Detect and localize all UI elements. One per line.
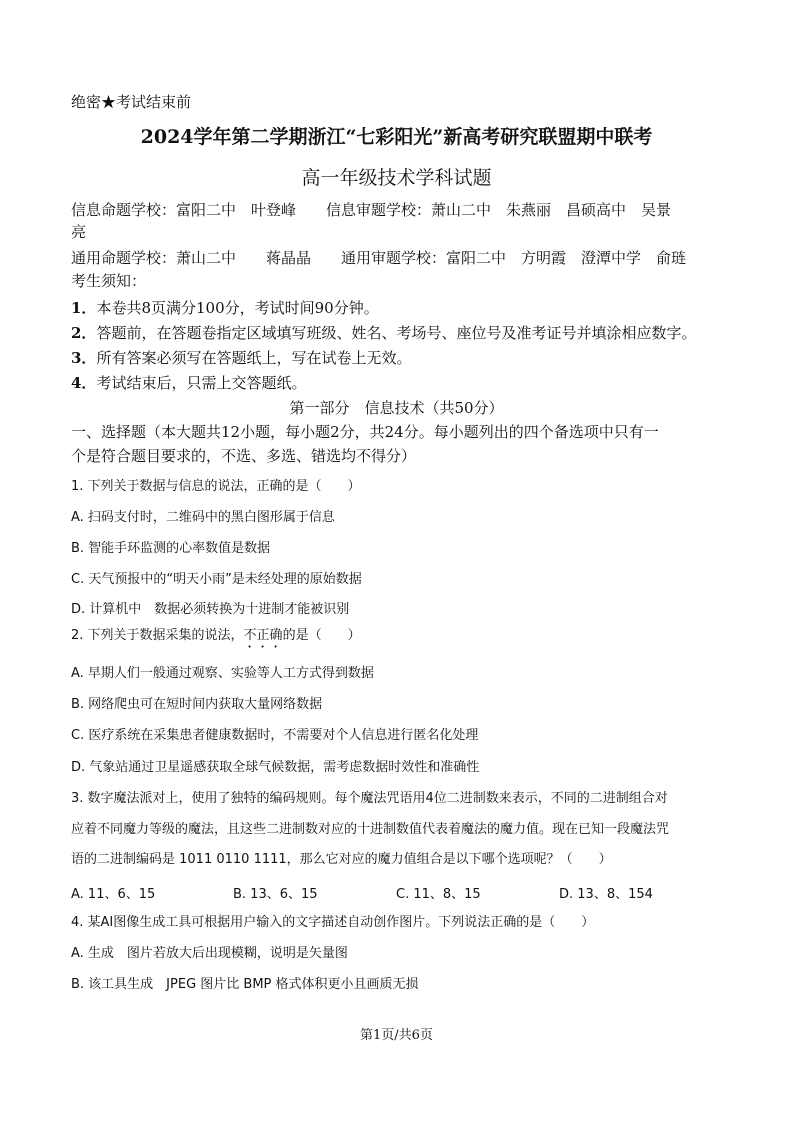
question-2-option-d: D. 气象站通过卫星遥感获取全球气候数据，需考虑数据时效性和准确性 — [71, 760, 480, 775]
notice-item-number: 1． — [71, 299, 97, 317]
part1-title: 第一部分 信息技术（共50分） — [289, 399, 504, 417]
question-1-option-b: B. 智能手环监测的心率数值是数据 — [71, 541, 271, 556]
notice-item-number: 2． — [71, 324, 97, 342]
confidential-label: 绝密★考试结束前 — [71, 93, 192, 111]
authors-general-line: 通用命题学校：萧山二中 蒋晶晶 通用审题学校：富阳二中 方明霞 澄潭中学 俞琏 — [71, 249, 687, 267]
question-2-stem — [71, 626, 361, 651]
question-3-option-b: B. 13、6、15 — [233, 887, 318, 902]
question-3-option-a: A. 11、6、15 — [71, 887, 156, 902]
notice-item-4 — [71, 373, 306, 393]
question-1-option-d: D. 计算机中 数据必须转换为十进制才能被识别 — [71, 602, 350, 617]
question-2-stem-pre: 2. 下列关于数据采集的说法， — [71, 628, 244, 643]
authors-info-line-cont: 亮 — [71, 223, 87, 241]
notice-item-2 — [71, 323, 696, 343]
page-footer: 第1页/共6页 — [360, 1028, 433, 1043]
notice-item-number: 3． — [71, 349, 97, 367]
question-2-stem-post: 的是（ ） — [282, 628, 361, 643]
question-4-option-b: B. 该工具生成 JPEG 图片比 BMP 格式体积更小且画质无损 — [71, 977, 419, 992]
question-2-option-a: A. 早期人们一般通过观察、实验等人工方式得到数据 — [71, 666, 374, 681]
question-2-option-c: C. 医疗系统在采集患者健康数据时，不需要对个人信息进行匿名化处理 — [71, 728, 479, 743]
notice-item-3 — [71, 348, 411, 368]
authors-info-line: 信息命题学校：富阳二中 叶登峰 信息审题学校：萧山二中 朱燕丽 昌硕高中 吴景 — [71, 201, 672, 219]
question-4-option-a: A. 生成 图片若放大后出现模糊，说明是矢量图 — [71, 946, 348, 961]
notice-item-text: 考试结束后，只需上交答题纸。 — [96, 374, 307, 392]
question-3-option-c: C. 11、8、15 — [396, 887, 481, 902]
notice-item-text: 本卷共8页满分100分，考试时间90分钟。 — [96, 299, 379, 317]
notice-item-1 — [71, 298, 379, 318]
question-3-stem-line1: 3. 数字魔法派对上，使用了独特的编码规则。每个魔法咒语用4位二进制数来表示，不同的二进制组合对 — [71, 791, 668, 806]
question-3-stem-line3: 语的二进制编码是 1011 0110 1111，那么它对应的魔力值组合是以下哪个选项呢？（ ） — [71, 852, 612, 867]
question-1-option-a: A. 扫码支付时，二维码中的黑白图形属于信息 — [71, 510, 335, 525]
question-1-option-c: C. 天气预报中的“明天小雨”是未经处理的原始数据 — [71, 572, 362, 587]
section-instructions-cont: 个是符合题目要求的，不选、多选、错选均不得分） — [71, 447, 417, 465]
question-1-stem: 1. 下列关于数据与信息的说法，正确的是（ ） — [71, 479, 361, 494]
question-4-stem: 4. 某AI图像生成工具可根据用户输入的文字描述自动创作图片。下列说法正确的是（ ） — [71, 915, 595, 930]
question-3-stem-line2: 应着不同魔力等级的魔法，且这些二进制数对应的十进制数值代表着魔法的魔力值。现在已知一段魔法咒 — [71, 822, 670, 837]
notice-item-text: 答题前，在答题卷指定区域填写班级、姓名、考场号、座位号及准考证号并填涂相应数字。 — [96, 324, 697, 342]
section-instructions: 一、选择题（本大题共12小题，每小题2分，共24分。每小题列出的四个备选项中只有一 — [71, 423, 659, 441]
question-2-option-b: B. 网络爬虫可在短时间内获取大量网络数据 — [71, 697, 323, 712]
exam-title: 2024学年第二学期浙江“七彩阳光”新高考研究联盟期中联考 — [140, 126, 653, 148]
notice-item-number: 4． — [71, 374, 97, 392]
question-2-emphasis: 不正确 — [243, 628, 283, 643]
notice-heading: 考生须知： — [71, 272, 147, 290]
notice-item-text: 所有答案必须写在答题纸上，写在试卷上无效。 — [96, 349, 412, 367]
question-3-option-d: D. 13、8、154 — [559, 887, 653, 902]
exam-subtitle: 高一年级技术学科试题 — [301, 167, 492, 189]
